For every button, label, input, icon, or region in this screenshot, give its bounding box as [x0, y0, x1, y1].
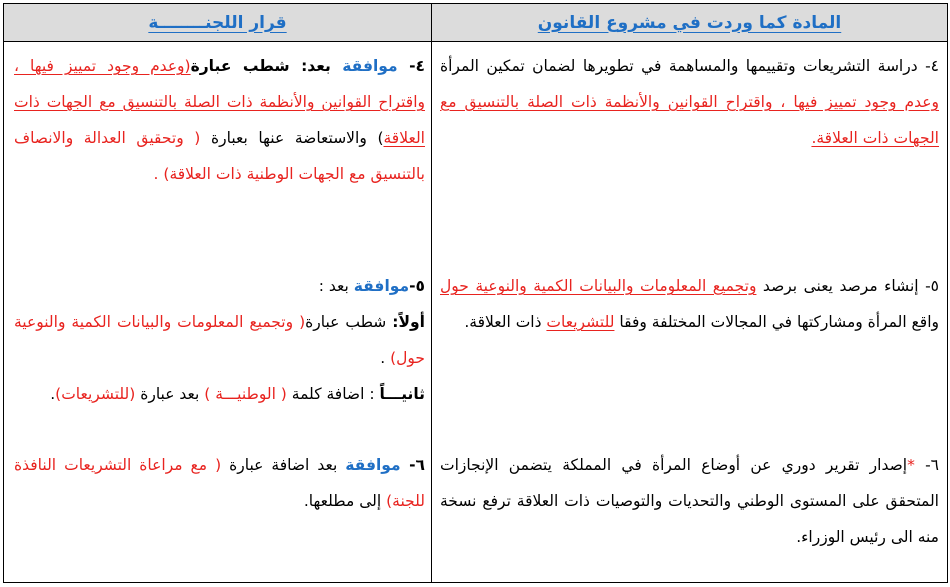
- committee-cell: [4, 42, 432, 583]
- article-cell: [432, 42, 948, 583]
- article-item-6: ٦- *إصدار تقرير دوري عن أوضاع المرأة في المملكة يتضمن الإنجازات المتحقق على المستوى الوطني والتحديات والتوصيات ذات العلاقة ترفع نسخة منه الى رئيس الوزراء.: [440, 456, 939, 546]
- header-committee: قرار اللجنــــــــة: [4, 4, 432, 42]
- committee-item-6: ٦- موافقة بعد اضافة عبارة ( مع مراعاة التشريعات النافذة للجنة) إلى مطلعها.: [14, 456, 425, 510]
- header-article: المادة كما وردت في مشروع القانون: [432, 4, 948, 42]
- article-item-5: ٥- إنشاء مرصد يعنى برصد وتجميع المعلومات والبيانات الكمية والنوعية حول واقع المرأة ومشاركتها في المجالات المختلفة وفقا للتشريعات ذات العلاقة.: [440, 277, 939, 331]
- committee-item-4: ٤- موافقة بعد: شطب عبارة(وعدم وجود تمييز فيها ، واقتراح القوانين والأنظمة ذات الصلة بالتنسيق مع الجهات ذات العلاقة) والاستعاضة عنها بعبارة ( وتحقيق العدالة والانصاف بالتنسيق مع الجهات الوطنية ذات العلاقة) .: [14, 57, 425, 183]
- committee-item-5: ٥-موافقة بعد : أولاً: شطب عبارة( وتجميع المعلومات والبيانات الكمية والنوعية حول) . ثانيـــاً : اضافة كلمة ( الوطنيـــة ) بعد عبارة (للتشريعات).: [14, 277, 425, 403]
- article-item-4: ٤- دراسة التشريعات وتقييمها والمساهمة في تطويرها لضمان تمكين المرأة وعدم وجود تمييز فيها ، واقتراح القوانين والأنظمة ذات الصلة بالتنسيق مع الجهات ذات العلاقة.: [440, 57, 939, 147]
- content-row: [4, 42, 948, 583]
- header-row: [4, 4, 948, 42]
- comparison-table: [3, 3, 948, 583]
